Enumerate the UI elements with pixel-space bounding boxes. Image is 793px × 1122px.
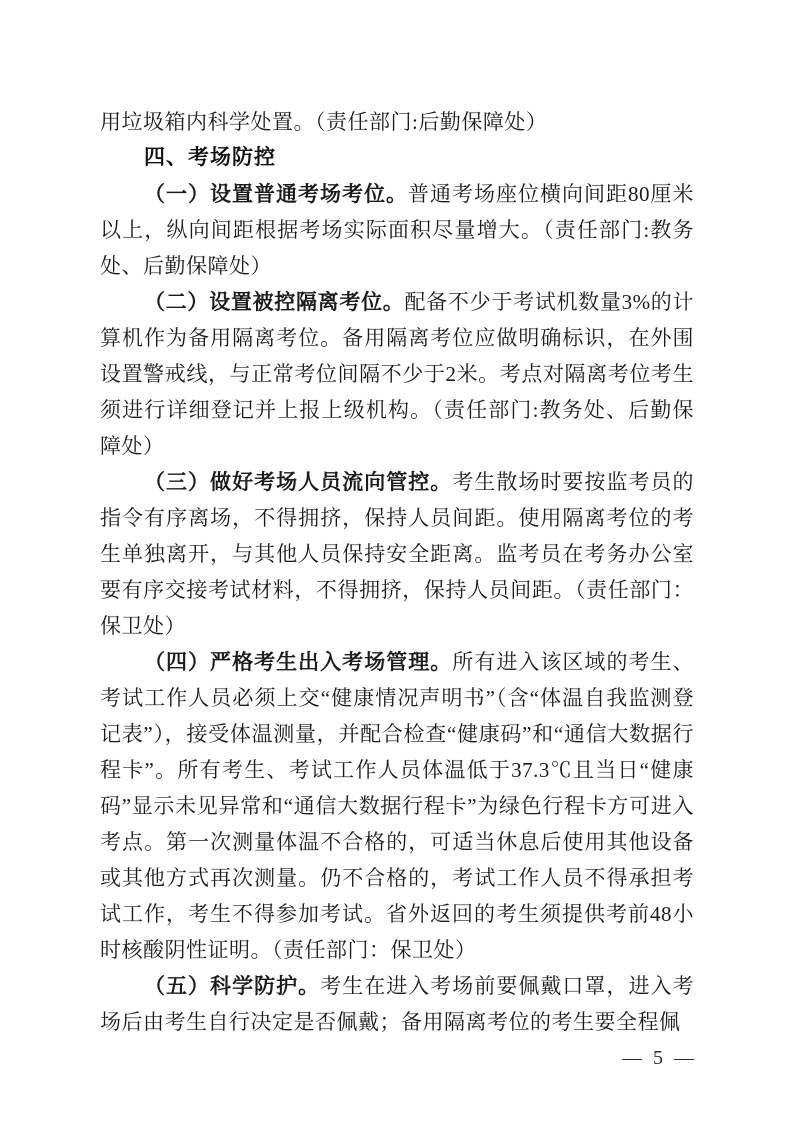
paragraph-text: 所有进入该区域的考生、考试工作人员必须上交“健康情况声明书”（含“体温自我监测登记表”），接受体温测量，并配合检查“健康码”和“通信大数据行程卡”。所有考生、考试工作人员体温低于37.3℃且当日“健康码”显示未见异常和“通信大数据行程卡”为绿色行程卡方可进入考点。第一次测量体温不合格的，可适当休息后使用其他设备或其他方式再次测量。仍不合格的，考试工作人员不得承担考试工作，考生不得参加考试。省外返回的考生须提供考前48小时核酸阴性证明。（责任部门：保卫处） bbox=[100, 650, 695, 962]
document-content bbox=[100, 104, 694, 1040]
paragraph bbox=[100, 644, 694, 968]
paragraph-lead: （一）设置普通考场考位。 bbox=[144, 182, 408, 206]
paragraph-lead: （四）严格考生出入考场管理。 bbox=[144, 650, 453, 674]
page-number: — 5 — bbox=[622, 1047, 697, 1069]
paragraph-lead: （二）设置被控隔离考位。 bbox=[144, 290, 405, 314]
paragraph-lead: （三）做好考场人员流向管控。 bbox=[144, 470, 453, 494]
section-heading: 四、考场防控 bbox=[144, 146, 276, 169]
paragraph bbox=[100, 284, 694, 464]
continuation-line: 用垃圾箱内科学处置。（责任部门:后勤保障处） bbox=[100, 110, 548, 134]
paragraph-lead: （五）科学防护。 bbox=[144, 974, 321, 998]
paragraph bbox=[100, 176, 694, 284]
paragraph-list bbox=[100, 176, 694, 1040]
paragraph bbox=[100, 968, 694, 1040]
paragraph-text: 普通考场座位横向间距80厘米以上，纵向间距根据考场实际面积尽量增大。（责任部门:教务处、后勤保障处） bbox=[100, 182, 694, 278]
paragraph-text: 配备不少于考试机数量3%的计算机作为备用隔离考位。备用隔离考位应做明确标识，在外围设置警戒线，与正常考位间隔不少于2米。考点对隔离考位考生须进行详细登记并上报上级机构。（责任部门:教务处、后勤保障处） bbox=[100, 290, 694, 458]
paragraph bbox=[100, 464, 694, 644]
paragraph-text: 考生散场时要按监考员的指令有序离场，不得拥挤，保持人员间距。使用隔离考位的考生单独离开，与其他人员保持安全距离。监考员在考务办公室要有序交接考试材料，不得拥挤，保持人员间距。（责任部门：保卫处） bbox=[100, 470, 695, 638]
paragraph-text: 考生在进入考场前要佩戴口罩，进入考场后由考生自行决定是否佩戴；备用隔离考位的考生要全程佩 bbox=[100, 974, 695, 1034]
